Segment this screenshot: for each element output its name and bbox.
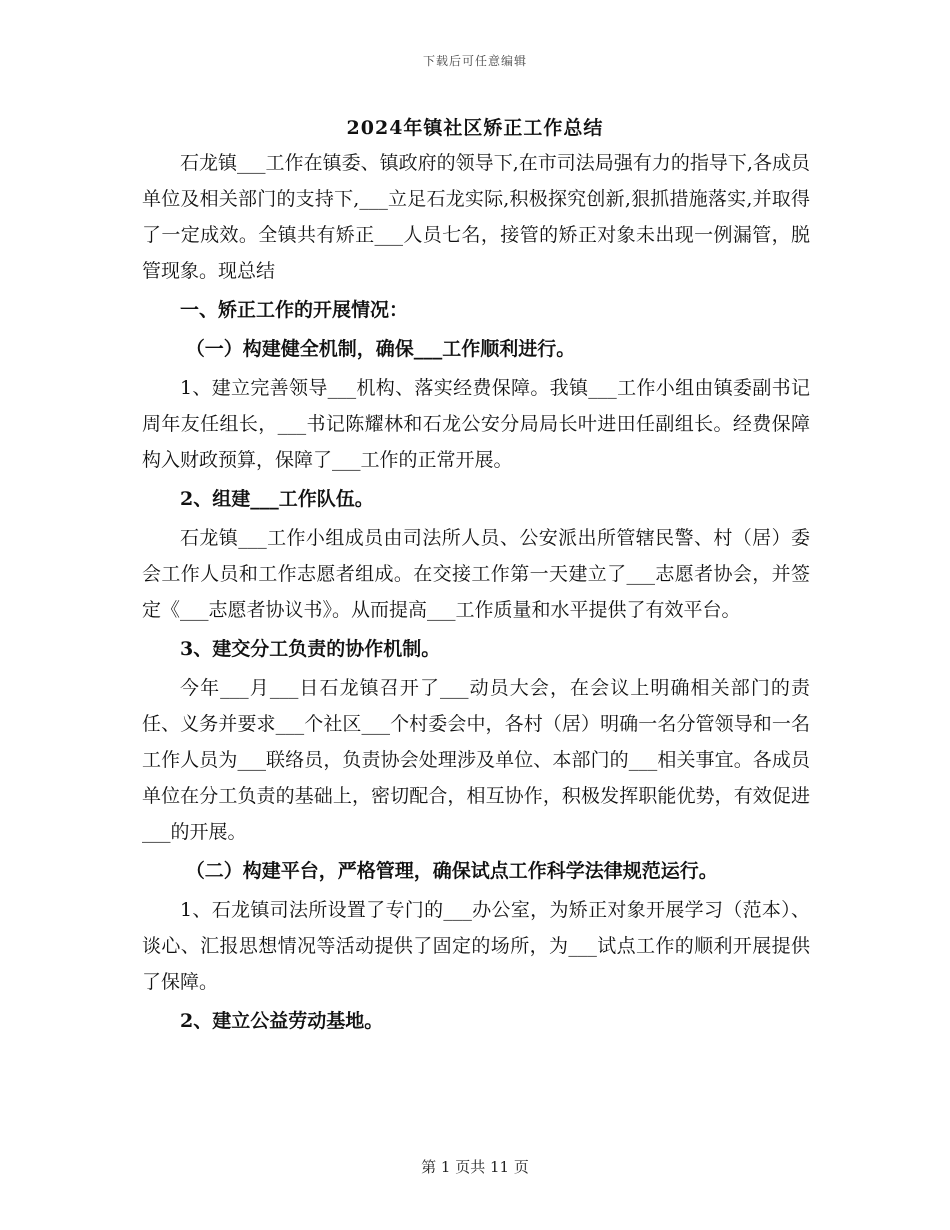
- page-header: 下载后可任意编辑: [422, 54, 527, 68]
- document-title: 2024年镇社区矫正工作总结: [346, 117, 604, 139]
- item-heading-2: 2、组建___工作队伍。: [180, 488, 374, 510]
- paragraph-item-3: 今年___月___日石龙镇召开了___动员大会，在会议上明确相关部门的责任、义务并要求___个社区___个村委会中，各村（居）明确一名分管领导和一名工作人员为___联络员，负责协会处理涉及单位、本部门的___相关事宜。各成员单位在分工负责的基础上，密切配合，相互协作，积极发挥职能优势，有效促进___的开展。: [142, 677, 810, 843]
- paragraph-item-1: 1、建立完善领导___机构、落实经费保障。我镇___工作小组由镇委副书记周年友任组长，___书记陈耀林和石龙公安分局局长叶进田任副组长。经费保障构入财政预算，保障了___工作的正常开展。: [142, 377, 810, 471]
- item-heading-3: 3、建交分工负责的协作机制。: [180, 638, 441, 660]
- paragraph-item-2: 石龙镇___工作小组成员由司法所人员、公安派出所管辖民警、村（居）委会工作人员和工作志愿者组成。在交接工作第一天建立了___志愿者协会，并签定《___志愿者协议书》。从而提高___工作质量和水平提供了有效平台。: [142, 527, 810, 621]
- page-footer: 第 1 页共 11 页: [421, 1158, 529, 1176]
- paragraph-sub2-item-1: 1、石龙镇司法所设置了专门的___办公室，为矫正对象开展学习（范本）、谈心、汇报思想情况等活动提供了固定的场所，为___试点工作的顺利开展提供了保障。: [142, 899, 810, 993]
- paragraph-intro: 石龙镇___工作在镇委、镇政府的领导下,在市司法局强有力的指导下,各成员单位及相关部门的支持下,___立足石龙实际,积极探究创新,狠抓措施落实,并取得了一定成效。全镇共有矫正___人员七名，接管的矫正对象未出现一例漏管，脱管现象。现总结: [142, 152, 810, 282]
- subsection-heading-1: （一）构建健全机制，确保___工作顺利进行。: [185, 338, 576, 360]
- subsection-heading-2: （二）构建平台，严格管理，确保试点工作科学法律规范运行。: [185, 860, 718, 882]
- sub2-item-heading-2: 2、建立公益劳动基地。: [180, 1010, 384, 1032]
- section-heading-1: 一、矫正工作的开展情况：: [180, 299, 409, 321]
- document-body: [142, 145, 810, 1042]
